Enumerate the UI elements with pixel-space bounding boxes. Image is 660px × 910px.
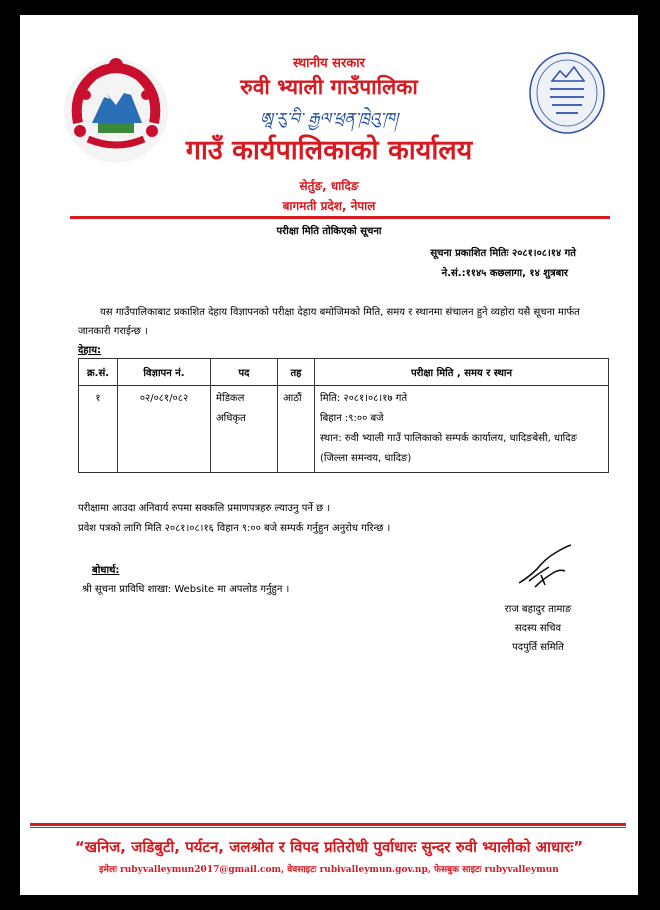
col-serial: क्र.सं. xyxy=(79,359,118,386)
notice-intro: यस गाउँपालिकाबाट प्रकाशित देहाय विज्ञापनको परीक्षा देहाय बमोजिमको मिति, समय र स्थानमा संचालन हुने व्यहोरा यसै सूचना मार्फत जानकारी गराईन्छ । xyxy=(78,307,580,337)
signer-committee: पदपुर्ति समिति xyxy=(512,642,564,653)
signer-role: सदस्य सचिव xyxy=(514,623,562,634)
footer-divider xyxy=(30,823,626,826)
table-label: देहाय: xyxy=(78,345,102,356)
signer-name: राज बहादुर तामाङ xyxy=(504,604,572,615)
cell-serial: १ xyxy=(79,386,118,473)
bodharth-label: बोधार्थ: xyxy=(92,565,120,576)
certificate-note: परीक्षामा आउदा अनिवार्य रुपमा सक्कलि प्रमाणपत्रहरु ल्याउनु पर्ने छ । xyxy=(78,503,331,514)
cell-level: आठौं xyxy=(278,386,315,473)
col-level: तह xyxy=(278,359,315,386)
published-date: सूचना प्रकाशित मितिः २०८१।०८।१४ गते xyxy=(430,248,576,259)
col-ad-no: विज्ञापन नं. xyxy=(118,359,211,386)
signature-icon xyxy=(515,543,575,593)
nepal-sambat-date: ने.सं.:११४५ कछलागा, १४ शुत्रबार xyxy=(441,268,568,279)
admit-card-note: प्रवेश पत्रको लागि मिति २०८१।०८।१६ विहान ९:०० बजे सम्पर्क गर्नुहुन अनुरोध गरिन्छ । xyxy=(78,523,391,534)
col-post: पद xyxy=(211,359,278,386)
cell-ad-no: ०२/०८१/०८२ xyxy=(118,386,211,473)
notice-title: परीक्षा मिति तोकिएको सूचना xyxy=(276,226,382,237)
cell-exam-details xyxy=(315,386,609,473)
footer-contact: इमेलः rubyvalleymun2017@gmail.com, वेवसाइटः rubivalleymun.gov.np, फेसबुक साइटः rubyvalleymun xyxy=(99,865,559,875)
header-divider xyxy=(70,216,610,219)
footer-divider-thin xyxy=(30,827,626,828)
province-label: बागमती प्रदेश, नेपाल xyxy=(282,199,376,213)
footer-slogan: “खनिज, जडिबुटी, पर्यटन, जलश्रोत र विपद प्रतिरोधी पुर्वाधारः सुन्दर रुवी भ्यालीको आधारः” xyxy=(74,838,584,856)
exam-schedule-table xyxy=(78,358,609,473)
local-government-label: स्थानीय सरकार xyxy=(293,56,365,71)
notice-page xyxy=(20,15,638,895)
col-exam-details: परीक्षा मिति , समय र स्थान xyxy=(315,359,609,386)
tibetan-name: ཨཱ་རུ་བི་ རྒྱལ་ཕྲན་ཁྲེའུ་ཁ། xyxy=(259,109,399,128)
municipality-name: रुवी भ्याली गाउँपालिका xyxy=(240,75,418,99)
cell-post: मेडिकल अधिकृत xyxy=(211,386,278,473)
office-name: गाउँ कार्यपालिकाको कार्यालय xyxy=(185,135,473,166)
bodharth-item: श्री सूचना प्राविधि शाखा: Website मा अपलोड गर्नुहुन । xyxy=(82,584,290,595)
table-header-row xyxy=(79,359,609,386)
exam-time: बिहान :९:०० बजे xyxy=(320,413,384,424)
exam-venue: स्थान: रुवी भ्याली गाउँ पालिकाको सम्पर्क कार्यालय, धादिङबेसी, धादिङ (जिल्ला समन्वय, धादिङ) xyxy=(320,433,577,464)
office-location: सेर्तुङ, धादिङ xyxy=(299,179,359,193)
exam-date: मिति: २०८१।०८।१७ गते xyxy=(320,393,408,404)
table-row xyxy=(79,386,609,473)
